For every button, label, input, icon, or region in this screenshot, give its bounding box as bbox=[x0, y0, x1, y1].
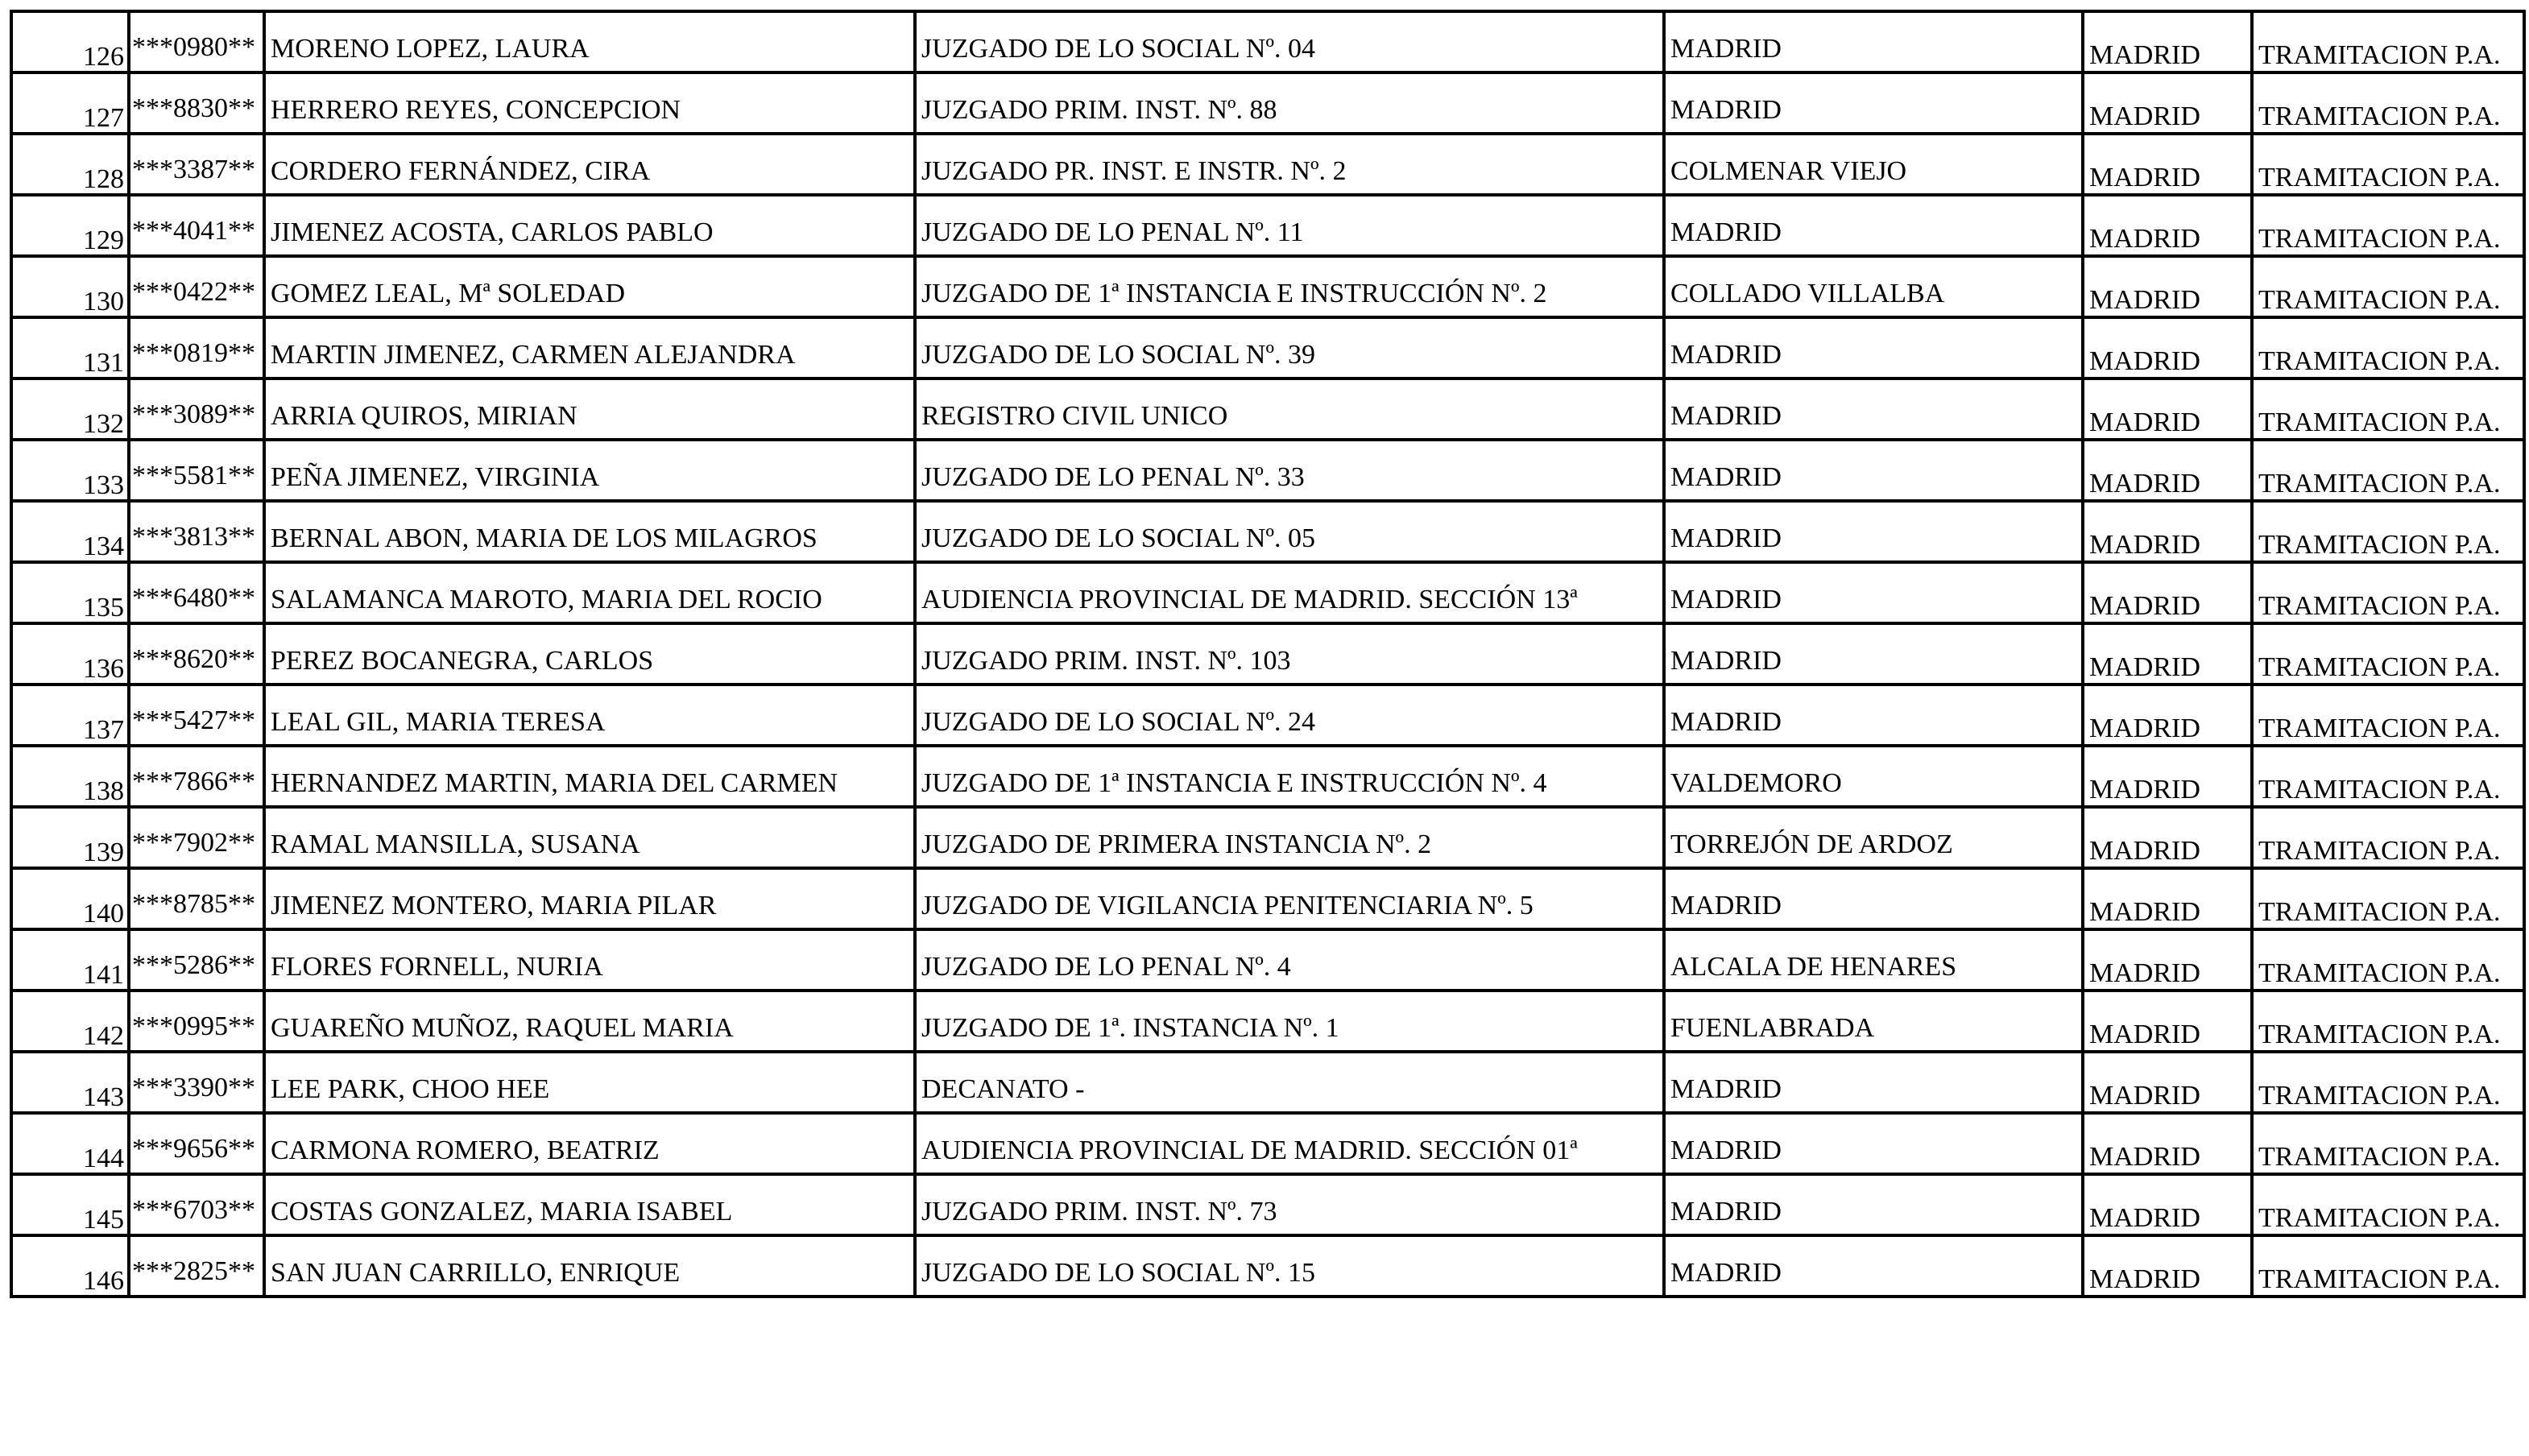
dni-cell: ***3387** bbox=[129, 134, 264, 195]
province-cell: MADRID bbox=[2083, 623, 2252, 685]
court-cell: JUZGADO DE PRIMERA INSTANCIA Nº. 2 bbox=[915, 807, 1664, 868]
person-name-cell: BERNAL ABON, MARIA DE LOS MILAGROS bbox=[264, 501, 915, 562]
locality-cell: MADRID bbox=[1664, 378, 2083, 440]
row-number-cell: 138 bbox=[11, 746, 129, 807]
court-cell: JUZGADO DE 1ª INSTANCIA E INSTRUCCIÓN Nº. 2 bbox=[915, 256, 1664, 317]
row-number-cell: 132 bbox=[11, 378, 129, 440]
row-number-cell: 128 bbox=[11, 134, 129, 195]
locality-cell: COLMENAR VIEJO bbox=[1664, 134, 2083, 195]
court-cell: JUZGADO PRIM. INST. Nº. 88 bbox=[915, 72, 1664, 134]
table-row bbox=[11, 134, 2524, 195]
body-cell: TRAMITACION P.A. bbox=[2252, 1235, 2524, 1297]
locality-cell: MADRID bbox=[1664, 685, 2083, 746]
court-cell: AUDIENCIA PROVINCIAL DE MADRID. SECCIÓN 01ª bbox=[915, 1113, 1664, 1174]
locality-cell: MADRID bbox=[1664, 195, 2083, 256]
table-row bbox=[11, 929, 2524, 991]
province-cell: MADRID bbox=[2083, 501, 2252, 562]
dni-cell: ***5427** bbox=[129, 685, 264, 746]
row-number-cell: 139 bbox=[11, 807, 129, 868]
province-cell: MADRID bbox=[2083, 746, 2252, 807]
body-cell: TRAMITACION P.A. bbox=[2252, 991, 2524, 1052]
dni-cell: ***9656** bbox=[129, 1113, 264, 1174]
court-cell: REGISTRO CIVIL UNICO bbox=[915, 378, 1664, 440]
body-cell: TRAMITACION P.A. bbox=[2252, 562, 2524, 623]
person-name-cell: HERRERO REYES, CONCEPCION bbox=[264, 72, 915, 134]
dni-cell: ***7902** bbox=[129, 807, 264, 868]
table-row bbox=[11, 440, 2524, 501]
person-name-cell: RAMAL MANSILLA, SUSANA bbox=[264, 807, 915, 868]
dni-cell: ***5581** bbox=[129, 440, 264, 501]
court-cell: JUZGADO DE 1ª. INSTANCIA Nº. 1 bbox=[915, 991, 1664, 1052]
locality-cell: MADRID bbox=[1664, 562, 2083, 623]
row-number-cell: 129 bbox=[11, 195, 129, 256]
locality-cell: MADRID bbox=[1664, 317, 2083, 378]
court-cell: JUZGADO DE LO PENAL Nº. 4 bbox=[915, 929, 1664, 991]
body-cell: TRAMITACION P.A. bbox=[2252, 1113, 2524, 1174]
body-cell: TRAMITACION P.A. bbox=[2252, 623, 2524, 685]
table-row bbox=[11, 11, 2524, 72]
province-cell: MADRID bbox=[2083, 1052, 2252, 1113]
body-cell: TRAMITACION P.A. bbox=[2252, 72, 2524, 134]
person-name-cell: ARRIA QUIROS, MIRIAN bbox=[264, 378, 915, 440]
person-name-cell: PEREZ BOCANEGRA, CARLOS bbox=[264, 623, 915, 685]
person-name-cell: MORENO LOPEZ, LAURA bbox=[264, 11, 915, 72]
province-cell: MADRID bbox=[2083, 685, 2252, 746]
locality-cell: VALDEMORO bbox=[1664, 746, 2083, 807]
person-name-cell: MARTIN JIMENEZ, CARMEN ALEJANDRA bbox=[264, 317, 915, 378]
table-row bbox=[11, 868, 2524, 929]
dni-cell: ***6480** bbox=[129, 562, 264, 623]
locality-cell: ALCALA DE HENARES bbox=[1664, 929, 2083, 991]
table-body bbox=[11, 11, 2524, 1297]
body-cell: TRAMITACION P.A. bbox=[2252, 256, 2524, 317]
province-cell: MADRID bbox=[2083, 195, 2252, 256]
province-cell: MADRID bbox=[2083, 807, 2252, 868]
dni-cell: ***7866** bbox=[129, 746, 264, 807]
court-cell: JUZGADO PR. INST. E INSTR. Nº. 2 bbox=[915, 134, 1664, 195]
row-number-cell: 146 bbox=[11, 1235, 129, 1297]
person-name-cell: CORDERO FERNÁNDEZ, CIRA bbox=[264, 134, 915, 195]
province-cell: MADRID bbox=[2083, 134, 2252, 195]
court-cell: JUZGADO DE LO SOCIAL Nº. 39 bbox=[915, 317, 1664, 378]
body-cell: TRAMITACION P.A. bbox=[2252, 1052, 2524, 1113]
court-cell: JUZGADO DE LO SOCIAL Nº. 15 bbox=[915, 1235, 1664, 1297]
province-cell: MADRID bbox=[2083, 378, 2252, 440]
dni-cell: ***4041** bbox=[129, 195, 264, 256]
locality-cell: FUENLABRADA bbox=[1664, 991, 2083, 1052]
body-cell: TRAMITACION P.A. bbox=[2252, 1174, 2524, 1235]
table-row bbox=[11, 685, 2524, 746]
body-cell: TRAMITACION P.A. bbox=[2252, 134, 2524, 195]
row-number-cell: 127 bbox=[11, 72, 129, 134]
row-number-cell: 141 bbox=[11, 929, 129, 991]
person-name-cell: COSTAS GONZALEZ, MARIA ISABEL bbox=[264, 1174, 915, 1235]
locality-cell: MADRID bbox=[1664, 440, 2083, 501]
dni-cell: ***5286** bbox=[129, 929, 264, 991]
dni-cell: ***0995** bbox=[129, 991, 264, 1052]
locality-cell: MADRID bbox=[1664, 72, 2083, 134]
row-number-cell: 133 bbox=[11, 440, 129, 501]
dni-cell: ***8830** bbox=[129, 72, 264, 134]
body-cell: TRAMITACION P.A. bbox=[2252, 807, 2524, 868]
table-row bbox=[11, 256, 2524, 317]
personnel-table bbox=[10, 10, 2526, 1298]
dni-cell: ***6703** bbox=[129, 1174, 264, 1235]
dni-cell: ***3813** bbox=[129, 501, 264, 562]
person-name-cell: JIMENEZ ACOSTA, CARLOS PABLO bbox=[264, 195, 915, 256]
row-number-cell: 135 bbox=[11, 562, 129, 623]
person-name-cell: SALAMANCA MAROTO, MARIA DEL ROCIO bbox=[264, 562, 915, 623]
locality-cell: MADRID bbox=[1664, 1113, 2083, 1174]
row-number-cell: 137 bbox=[11, 685, 129, 746]
body-cell: TRAMITACION P.A. bbox=[2252, 11, 2524, 72]
locality-cell: MADRID bbox=[1664, 1174, 2083, 1235]
table-row bbox=[11, 562, 2524, 623]
table-row bbox=[11, 1113, 2524, 1174]
body-cell: TRAMITACION P.A. bbox=[2252, 195, 2524, 256]
table-row bbox=[11, 317, 2524, 378]
court-cell: DECANATO - bbox=[915, 1052, 1664, 1113]
court-cell: JUZGADO DE LO SOCIAL Nº. 24 bbox=[915, 685, 1664, 746]
dni-cell: ***3089** bbox=[129, 378, 264, 440]
province-cell: MADRID bbox=[2083, 440, 2252, 501]
row-number-cell: 136 bbox=[11, 623, 129, 685]
table-row bbox=[11, 991, 2524, 1052]
locality-cell: MADRID bbox=[1664, 11, 2083, 72]
table-row bbox=[11, 378, 2524, 440]
court-cell: JUZGADO DE LO SOCIAL Nº. 04 bbox=[915, 11, 1664, 72]
table-row bbox=[11, 195, 2524, 256]
row-number-cell: 130 bbox=[11, 256, 129, 317]
table-row bbox=[11, 807, 2524, 868]
row-number-cell: 143 bbox=[11, 1052, 129, 1113]
row-number-cell: 144 bbox=[11, 1113, 129, 1174]
person-name-cell: SAN JUAN CARRILLO, ENRIQUE bbox=[264, 1235, 915, 1297]
dni-cell: ***8620** bbox=[129, 623, 264, 685]
row-number-cell: 145 bbox=[11, 1174, 129, 1235]
table-row bbox=[11, 72, 2524, 134]
province-cell: MADRID bbox=[2083, 11, 2252, 72]
court-cell: JUZGADO DE LO PENAL Nº. 11 bbox=[915, 195, 1664, 256]
person-name-cell: JIMENEZ MONTERO, MARIA PILAR bbox=[264, 868, 915, 929]
locality-cell: MADRID bbox=[1664, 501, 2083, 562]
court-cell: AUDIENCIA PROVINCIAL DE MADRID. SECCIÓN 13ª bbox=[915, 562, 1664, 623]
province-cell: MADRID bbox=[2083, 72, 2252, 134]
locality-cell: COLLADO VILLALBA bbox=[1664, 256, 2083, 317]
locality-cell: MADRID bbox=[1664, 623, 2083, 685]
person-name-cell: HERNANDEZ MARTIN, MARIA DEL CARMEN bbox=[264, 746, 915, 807]
body-cell: TRAMITACION P.A. bbox=[2252, 378, 2524, 440]
table-row bbox=[11, 746, 2524, 807]
body-cell: TRAMITACION P.A. bbox=[2252, 317, 2524, 378]
court-cell: JUZGADO DE VIGILANCIA PENITENCIARIA Nº. 5 bbox=[915, 868, 1664, 929]
dni-cell: ***0819** bbox=[129, 317, 264, 378]
province-cell: MADRID bbox=[2083, 1113, 2252, 1174]
table-row bbox=[11, 1052, 2524, 1113]
row-number-cell: 140 bbox=[11, 868, 129, 929]
province-cell: MADRID bbox=[2083, 1174, 2252, 1235]
person-name-cell: FLORES FORNELL, NURIA bbox=[264, 929, 915, 991]
body-cell: TRAMITACION P.A. bbox=[2252, 929, 2524, 991]
body-cell: TRAMITACION P.A. bbox=[2252, 868, 2524, 929]
court-cell: JUZGADO PRIM. INST. Nº. 73 bbox=[915, 1174, 1664, 1235]
province-cell: MADRID bbox=[2083, 868, 2252, 929]
table-row bbox=[11, 623, 2524, 685]
locality-cell: TORREJÓN DE ARDOZ bbox=[1664, 807, 2083, 868]
dni-cell: ***0422** bbox=[129, 256, 264, 317]
table-row bbox=[11, 501, 2524, 562]
person-name-cell: GUAREÑO MUÑOZ, RAQUEL MARIA bbox=[264, 991, 915, 1052]
row-number-cell: 131 bbox=[11, 317, 129, 378]
body-cell: TRAMITACION P.A. bbox=[2252, 440, 2524, 501]
dni-cell: ***3390** bbox=[129, 1052, 264, 1113]
body-cell: TRAMITACION P.A. bbox=[2252, 746, 2524, 807]
dni-cell: ***8785** bbox=[129, 868, 264, 929]
row-number-cell: 142 bbox=[11, 991, 129, 1052]
locality-cell: MADRID bbox=[1664, 1235, 2083, 1297]
dni-cell: ***0980** bbox=[129, 11, 264, 72]
body-cell: TRAMITACION P.A. bbox=[2252, 501, 2524, 562]
province-cell: MADRID bbox=[2083, 562, 2252, 623]
dni-cell: ***2825** bbox=[129, 1235, 264, 1297]
court-cell: JUZGADO DE LO SOCIAL Nº. 05 bbox=[915, 501, 1664, 562]
court-cell: JUZGADO DE LO PENAL Nº. 33 bbox=[915, 440, 1664, 501]
table-row bbox=[11, 1174, 2524, 1235]
person-name-cell: GOMEZ LEAL, Mª SOLEDAD bbox=[264, 256, 915, 317]
province-cell: MADRID bbox=[2083, 929, 2252, 991]
person-name-cell: CARMONA ROMERO, BEATRIZ bbox=[264, 1113, 915, 1174]
person-name-cell: PEÑA JIMENEZ, VIRGINIA bbox=[264, 440, 915, 501]
table-row bbox=[11, 1235, 2524, 1297]
locality-cell: MADRID bbox=[1664, 1052, 2083, 1113]
body-cell: TRAMITACION P.A. bbox=[2252, 685, 2524, 746]
province-cell: MADRID bbox=[2083, 1235, 2252, 1297]
row-number-cell: 134 bbox=[11, 501, 129, 562]
row-number-cell: 126 bbox=[11, 11, 129, 72]
province-cell: MADRID bbox=[2083, 991, 2252, 1052]
province-cell: MADRID bbox=[2083, 256, 2252, 317]
court-cell: JUZGADO PRIM. INST. Nº. 103 bbox=[915, 623, 1664, 685]
province-cell: MADRID bbox=[2083, 317, 2252, 378]
locality-cell: MADRID bbox=[1664, 868, 2083, 929]
person-name-cell: LEE PARK, CHOO HEE bbox=[264, 1052, 915, 1113]
court-cell: JUZGADO DE 1ª INSTANCIA E INSTRUCCIÓN Nº. 4 bbox=[915, 746, 1664, 807]
person-name-cell: LEAL GIL, MARIA TERESA bbox=[264, 685, 915, 746]
